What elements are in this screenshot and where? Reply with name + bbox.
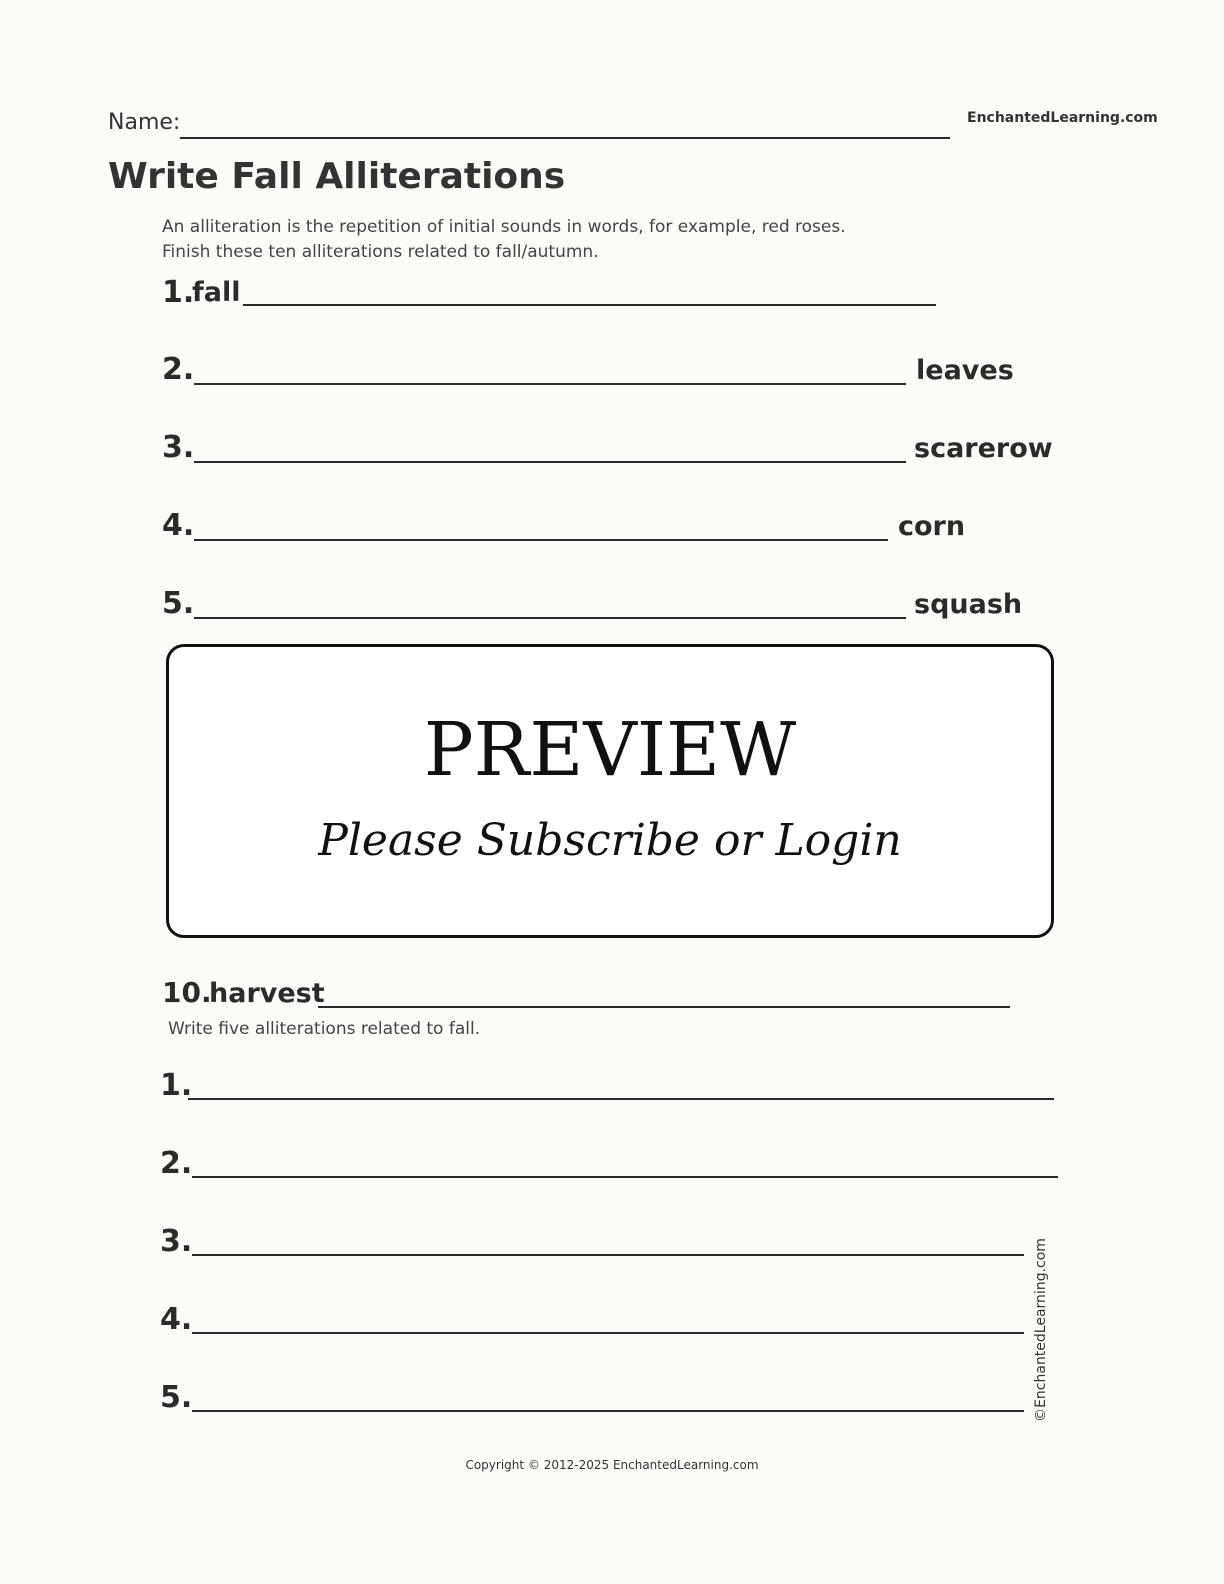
item-number-1: 1. [162,275,195,310]
part2-instruction: Write five alliterations related to fall. [168,1019,481,1039]
item-number-4: 4. [162,508,195,543]
preview-overlay[interactable] [166,644,1054,938]
instruction-line-1: An alliteration is the repetition of initial sounds in words, for example, red roses. [162,217,846,237]
answer-line-10[interactable] [318,1006,1010,1008]
free-number-1: 1. [160,1068,193,1103]
site-logo-text: EnchantedLearning.com [967,110,1158,126]
item-word-scarerow: scarerow [914,433,1053,464]
preview-subtitle[interactable]: Please Subscribe or Login [318,815,902,866]
free-number-5: 5. [160,1380,193,1415]
answer-line-5[interactable] [194,617,906,619]
copyright: Copyright © 2012-2025 EnchantedLearning.com [465,1458,759,1472]
item-word-leaves: leaves [916,355,1014,386]
item-word-squash: squash [914,589,1023,620]
side-credit: ©EnchantedLearning.com [1033,1238,1049,1422]
item-number-2: 2. [162,352,195,387]
free-line-3[interactable] [192,1254,1024,1256]
answer-line-3[interactable] [194,461,906,463]
name-label: Name: [108,110,181,135]
answer-line-4[interactable] [194,539,888,541]
free-number-2: 2. [160,1146,193,1181]
free-line-1[interactable] [188,1098,1054,1100]
free-line-5[interactable] [192,1410,1024,1412]
item-word-corn: corn [898,511,966,542]
free-line-4[interactable] [192,1332,1024,1334]
instruction-line-2: Finish these ten alliterations related to fall/autumn. [162,242,599,262]
item-word-fall: fall [192,277,241,308]
page-title: Write Fall Alliterations [108,156,566,197]
free-number-3: 3. [160,1224,193,1259]
free-number-4: 4. [160,1302,193,1337]
item-number-10: 10. [162,976,212,1009]
answer-line-2[interactable] [194,383,906,385]
item-word-harvest: harvest [209,978,325,1009]
item-number-5: 5. [162,586,195,621]
answer-line-1[interactable] [243,304,936,306]
item-number-3: 3. [162,430,195,465]
free-line-2[interactable] [192,1176,1058,1178]
name-line[interactable] [180,137,950,139]
preview-title: PREVIEW [423,707,797,793]
